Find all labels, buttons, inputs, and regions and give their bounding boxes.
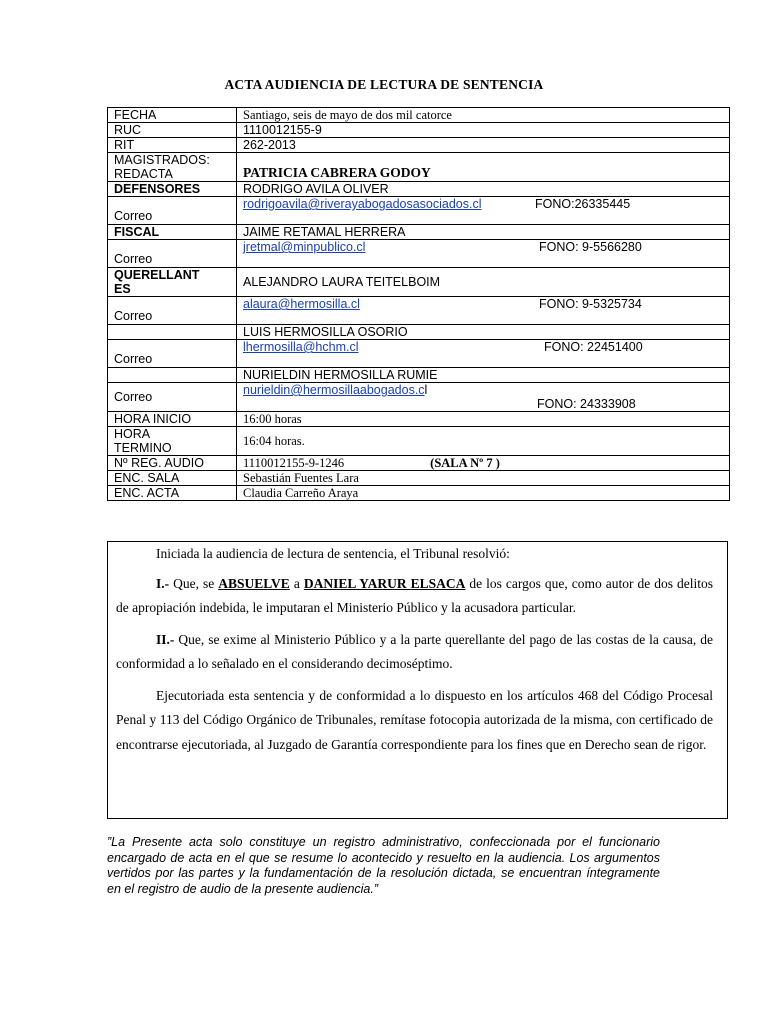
table-row [108,123,730,138]
table-row [108,456,730,471]
point-i-number: I.- [156,575,170,591]
magistrados-label-text: MAGISTRADOS: [114,153,210,167]
point-ii-number: II.- [156,631,175,647]
fecha-label: FECHA [108,108,237,123]
hora-termino-label-line-1: HORA [114,427,151,441]
querellantes-label [108,268,237,297]
table-row [108,486,730,501]
table-row [108,383,730,412]
redacta-value: PATRICIA CABRERA GODOY [243,165,431,180]
enc-acta-label: ENC. ACTA [108,486,237,501]
table-row [108,325,730,340]
rit-label: RIT [108,138,237,153]
querellante-1-fono: FONO: 9-5325734 [539,297,642,311]
querellante-3-name: NURIELDIN HERMOSILLA RUMIE [237,368,730,383]
reg-audio-value: 1110012155-9-1246 [243,456,345,470]
magistrados-label [108,153,237,182]
querellante-1-name: ALEJANDRO LAURA TEITELBOIM [237,268,730,297]
rit-value: 262-2013 [237,138,730,153]
table-row [108,153,730,182]
hearing-info-table [107,107,730,501]
disclaimer-note: ”La Presente acta solo constituye un registro administrativo, confeccionada por el funcionario encargado de acta en el que se resume lo acontecido y resuelto en la audiencia. Los argumentos vertidos por las partes y la fundamentación de la resolución dictada, se encuentran íntegramente en el registro de audio de la presente audiencia.” [107,835,660,896]
querellante-2-email-link[interactable]: lhermosilla@hchm.cl [243,340,359,354]
enc-sala-value: Sebastián Fuentes Lara [237,471,730,486]
fiscal-contact [237,240,730,268]
point-i-text-3: de los cargos que, como autor de dos delitos de apropiación indebida, le imputaran el Ministerio Público y la acusadora particular. [116,575,713,615]
querellante-3-contact [237,383,730,412]
table-row [108,268,730,297]
querellante-1-correo-label: Correo [108,297,237,325]
redacta-cell [237,153,730,182]
querellante-3-correo-label: Correo [108,383,237,412]
resolution-ejecutoriada: Ejecutoriada esta sentencia y de conformidad a lo dispuesto en los artículos 468 del Código Procesal Penal y 113 del Código Orgánico de Tribunales, remítase fotocopia autorizada de la misma, con certificado de encontrarse ejecutoriada, al Juzgado de Garantía correspondiente para los fines que en Derecho sean de rigor. [116,687,713,752]
resolution-point-ii [116,628,713,677]
querellante-2-name: LUIS HERMOSILLA OSORIO [237,325,730,340]
querellantes-label-line-1: QUERELLANT [114,268,200,282]
table-row [108,340,730,368]
hora-termino-label [108,427,237,456]
fiscal-fono: FONO: 9-5566280 [539,240,642,254]
reg-audio-label: Nº REG. AUDIO [108,456,237,471]
defensores-label: DEFENSORES [108,182,237,197]
absuelve-word: ABSUELVE [218,575,290,591]
querellante-3-fono: FONO: 24333908 [537,397,636,411]
fecha-value: Santiago, seis de mayo de dos mil catorce [237,108,730,123]
point-ii-text: Que, se exime al Ministerio Público y a la parte querellante del pago de las costas de la causa, de conformidad a lo señalado en el considerando decimoséptimo. [116,631,713,671]
point-i-text-1: Que, se [169,575,219,591]
defensor-correo-label: Correo [108,197,237,225]
hora-inicio-value: 16:00 horas [237,412,730,427]
table-row [108,108,730,123]
hora-termino-label-line-2: TERMINO [114,441,172,455]
querellante-3-blank [108,368,237,383]
querellante-3-email-tail: l [424,383,428,397]
querellantes-label-line-2: ES [114,282,131,296]
querellante-2-correo-label: Correo [108,340,237,368]
table-row [108,412,730,427]
table-row [108,297,730,325]
ruc-label: RUC [108,123,237,138]
fiscal-label: FISCAL [108,225,237,240]
table-row [108,182,730,197]
table-row [108,471,730,486]
defensor-contact [237,197,730,225]
enc-acta-value: Claudia Carreño Araya [237,486,730,501]
querellante-1-contact [237,297,730,325]
document-title: ACTA AUDIENCIA DE LECTURA DE SENTENCIA [224,77,544,92]
hora-termino-value: 16:04 horas. [237,427,730,456]
querellante-3-email-link[interactable]: nurieldin@hermosillaabogados.c [243,383,425,397]
querellante-1-email-link[interactable]: alaura@hermosilla.cl [243,297,360,311]
fiscal-name: JAIME RETAMAL HERRERA [237,225,730,240]
querellante-2-blank [108,325,237,340]
resolution-box [107,541,728,819]
table-row [108,368,730,383]
defendant-name: DANIEL YARUR ELSACA [303,575,466,591]
resolution-intro: Iniciada la audiencia de lectura de sentencia, el Tribunal resolvió: [156,546,510,561]
fiscal-correo-label: Correo [108,240,237,268]
querellante-2-contact [237,340,730,368]
reg-audio-cell [237,456,730,471]
defensor-name: RODRIGO AVILA OLIVER [237,182,730,197]
fiscal-email-link[interactable]: jretmal@minpublico.cl [243,240,366,254]
defensor-email-link[interactable]: rodrigoavila@riverayabogadosasociados.cl [243,197,482,211]
table-row [108,225,730,240]
ruc-value: 1110012155-9 [237,123,730,138]
point-i-text-2: a [289,575,304,591]
querellante-2-fono: FONO: 22451400 [544,340,643,354]
table-row [108,138,730,153]
redacta-label: REDACTA [114,167,173,181]
sala-value: (SALA Nº 7 ) [430,456,500,470]
table-row [108,197,730,225]
defensor-fono: FONO:26335445 [535,197,631,211]
hora-inicio-label: HORA INICIO [108,412,237,427]
table-row [108,427,730,456]
resolution-point-i [116,572,713,621]
enc-sala-label: ENC. SALA [108,471,237,486]
table-row [108,240,730,268]
